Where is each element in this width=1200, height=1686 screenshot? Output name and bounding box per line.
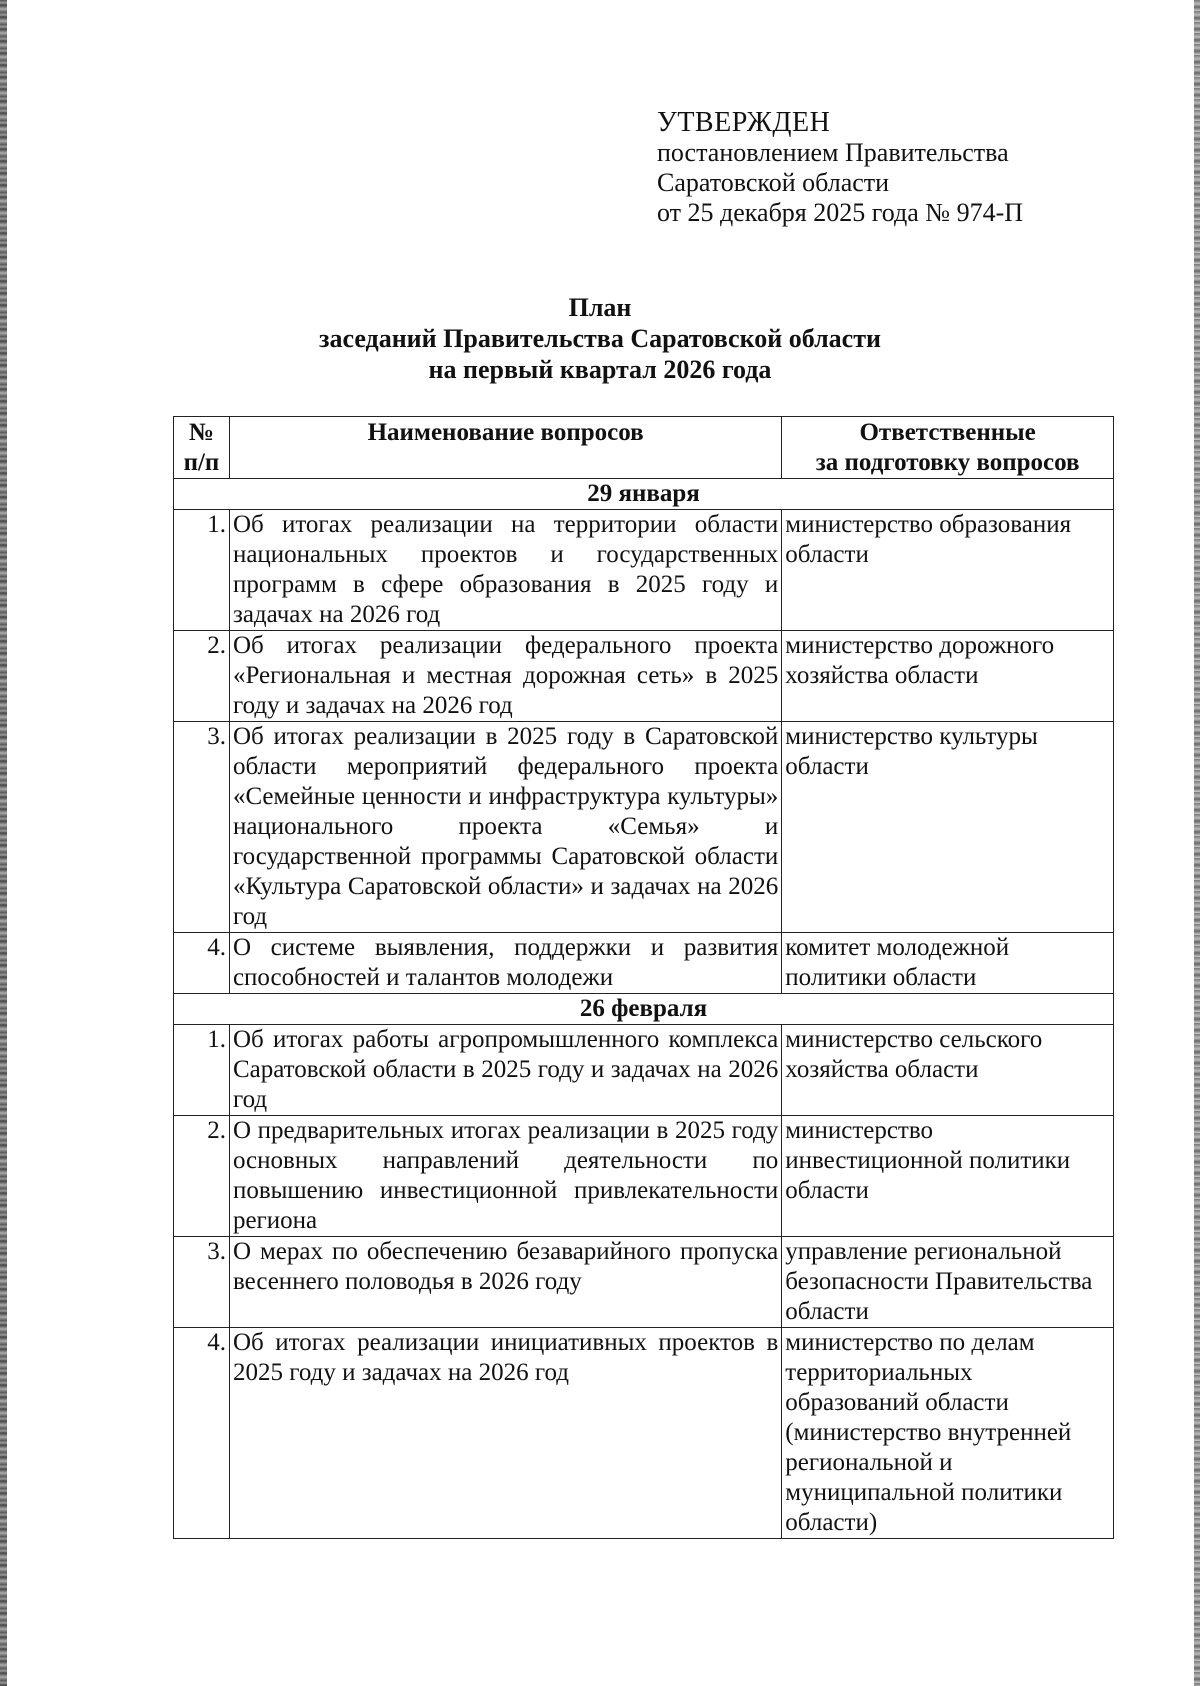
header-num bbox=[174, 417, 230, 479]
row-question: Об итогах работы агропромышленного комплекса Саратовской области в 2025 году и задачах на 2026 год bbox=[229, 1025, 781, 1116]
row-responsible: министерство образования области bbox=[782, 510, 1114, 631]
title-line-2: заседаний Правительства Саратовской области bbox=[319, 324, 881, 353]
row-num: 3. bbox=[174, 1237, 230, 1328]
header-responsible bbox=[782, 417, 1114, 479]
header-num-line-1: № bbox=[188, 419, 215, 446]
section-date: 26 февраля bbox=[174, 994, 1114, 1025]
row-responsible: министерство по делам территориальных образований области (министерство внутренней региональной и муниципальной политики области) bbox=[782, 1328, 1114, 1539]
table-row bbox=[174, 1116, 1114, 1237]
header-name: Наименование вопросов bbox=[229, 417, 781, 479]
row-num: 1. bbox=[174, 1025, 230, 1116]
row-responsible: министерство дорожного хозяйства области bbox=[782, 631, 1114, 722]
row-num: 4. bbox=[174, 933, 230, 994]
row-question: О предварительных итогах реализации в 2025 году основных направлений деятельности по повышению инвестиционной привлекательности региона bbox=[229, 1116, 781, 1237]
table-row bbox=[174, 1025, 1114, 1116]
table-row bbox=[174, 933, 1114, 994]
section-date: 29 января bbox=[174, 479, 1114, 510]
row-num: 2. bbox=[174, 631, 230, 722]
scan-edge-left bbox=[0, 0, 7, 1686]
table-row bbox=[174, 510, 1114, 631]
row-question: О системе выявления, поддержки и развития способностей и талантов молодежи bbox=[229, 933, 781, 994]
section-date-row bbox=[174, 994, 1114, 1025]
row-num: 4. bbox=[174, 1328, 230, 1539]
approved-heading: УТВЕРЖДЕН bbox=[657, 107, 831, 138]
table-row bbox=[174, 722, 1114, 933]
row-num: 2. bbox=[174, 1116, 230, 1237]
scan-edge-right bbox=[1194, 0, 1200, 1686]
row-question: О мерах по обеспечению безаварийного пропуска весеннего половодья в 2026 году bbox=[229, 1237, 781, 1328]
row-responsible: управление региональной безопасности Правительства области bbox=[782, 1237, 1114, 1328]
header-num-line-2: п/п bbox=[183, 449, 220, 476]
document-title bbox=[0, 292, 1200, 385]
row-question: Об итогах реализации на территории области национальных проектов и государственных программ в сфере образования в 2025 году и задачах на 2026 год bbox=[229, 510, 781, 631]
table-row bbox=[174, 1237, 1114, 1328]
row-num: 3. bbox=[174, 722, 230, 933]
table-row bbox=[174, 1328, 1114, 1539]
approval-line-2: Саратовской области bbox=[657, 168, 890, 197]
row-question: Об итогах реализации инициативных проектов в 2025 году и задачах на 2026 год bbox=[229, 1328, 781, 1539]
row-num: 1. bbox=[174, 510, 230, 631]
approval-line-1: постановлением Правительства bbox=[657, 138, 1009, 167]
approval-stamp bbox=[657, 108, 1023, 228]
section-date-row bbox=[174, 479, 1114, 510]
row-responsible: министерство сельского хозяйства области bbox=[782, 1025, 1114, 1116]
table-row bbox=[174, 631, 1114, 722]
plan-table bbox=[173, 416, 1114, 1539]
title-line-1: План bbox=[568, 293, 632, 322]
table-header-row bbox=[174, 417, 1114, 479]
row-responsible: министерство инвестиционной политики области bbox=[782, 1116, 1114, 1237]
header-resp-line-2: за подготовку вопросов bbox=[815, 449, 1080, 476]
row-question: Об итогах реализации в 2025 году в Саратовской области мероприятий федерального проекта «Семейные ценности и инфраструктура культуры» национального проекта «Семья» и государственной программы Саратовской области «Культура Саратовской области» и задачах на 2026 год bbox=[229, 722, 781, 933]
title-line-3: на первый квартал 2026 года bbox=[428, 355, 772, 384]
header-resp-line-1: Ответственные bbox=[859, 419, 1036, 446]
approval-line-3: от 25 декабря 2025 года № 974-П bbox=[657, 198, 1024, 227]
row-responsible: министерство культуры области bbox=[782, 722, 1114, 933]
row-question: Об итогах реализации федерального проекта «Региональная и местная дорожная сеть» в 2025 году и задачах на 2026 год bbox=[229, 631, 781, 722]
row-responsible: комитет молодежной политики области bbox=[782, 933, 1114, 994]
